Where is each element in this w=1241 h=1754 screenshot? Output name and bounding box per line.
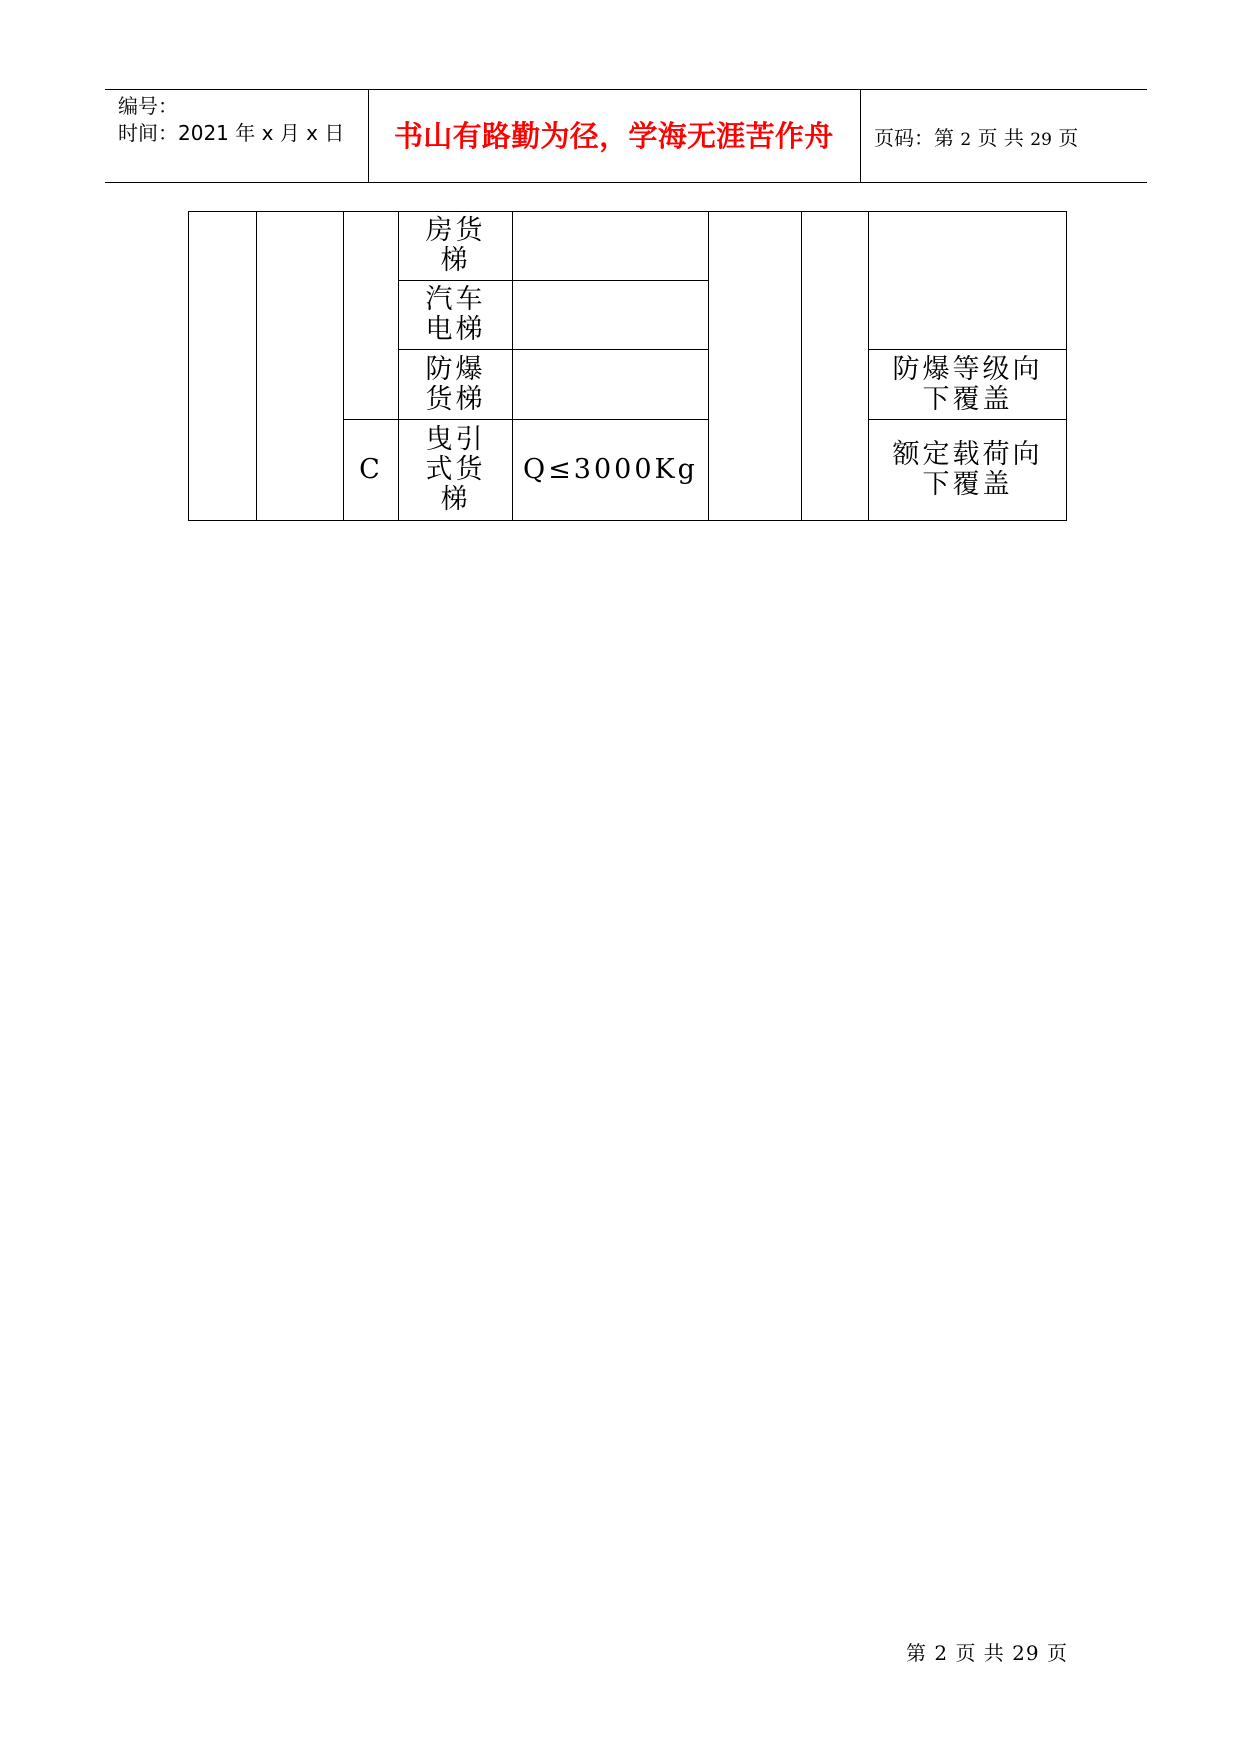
note-line: 额定载荷向 bbox=[892, 439, 1043, 470]
type-line: 电梯 bbox=[425, 314, 486, 345]
table-cell-empty bbox=[513, 350, 709, 420]
table-cell-empty bbox=[513, 281, 709, 350]
type-line: 房货 bbox=[425, 215, 486, 246]
footer-page-number: 第 2 页 共 29 页 bbox=[906, 1641, 1068, 1665]
header-number-label: 编号： bbox=[118, 94, 178, 118]
header-bottom-rule bbox=[105, 182, 1147, 183]
header-divider-right bbox=[860, 89, 861, 182]
header-time-label: 时间：2021 年 x 月 x 日 bbox=[118, 121, 345, 145]
header-page-info bbox=[874, 126, 1078, 152]
page-suffix: 页 bbox=[1051, 126, 1079, 150]
table-cell-empty bbox=[344, 212, 399, 420]
type-cell-explosion-proof bbox=[399, 350, 513, 420]
note-cell-rated-load bbox=[869, 420, 1067, 521]
note-cell-explosion-grade bbox=[869, 350, 1067, 420]
note-line: 下覆盖 bbox=[922, 469, 1013, 500]
elevator-classification-table bbox=[188, 211, 1067, 521]
note-line: 防爆等级向 bbox=[892, 353, 1043, 385]
table-cell-empty bbox=[709, 212, 802, 521]
table-cell-empty bbox=[513, 212, 709, 281]
table-cell-empty bbox=[189, 212, 257, 521]
type-cell-car-elevator bbox=[399, 281, 513, 350]
type-line: 货梯 bbox=[425, 383, 486, 415]
note-line: 下覆盖 bbox=[922, 383, 1013, 415]
table-cell-empty bbox=[802, 212, 869, 521]
table-cell-empty bbox=[257, 212, 344, 521]
table-cell-empty bbox=[869, 212, 1067, 350]
type-line: 梯 bbox=[440, 245, 471, 276]
type-line: 汽车 bbox=[425, 284, 486, 315]
page-mid: 页 共 bbox=[971, 126, 1031, 150]
type-cell-traction-freight bbox=[399, 420, 513, 521]
page-total: 29 bbox=[1030, 130, 1052, 150]
type-line: 曳引 bbox=[425, 424, 486, 455]
type-cell-house-freight bbox=[399, 212, 513, 281]
header-top-rule bbox=[105, 89, 1147, 90]
table-row bbox=[189, 212, 1067, 281]
header-divider-left bbox=[368, 89, 369, 182]
type-line: 防爆 bbox=[425, 353, 486, 385]
header-motto: 书山有路勤为径，学海无涯苦作舟 bbox=[394, 119, 834, 153]
type-line: 式货 bbox=[425, 454, 486, 485]
param-cell-load-limit: Q≤3000Kg bbox=[513, 420, 709, 521]
type-line: 梯 bbox=[440, 484, 471, 515]
page-current: 2 bbox=[960, 130, 972, 150]
code-cell: C bbox=[344, 420, 399, 521]
page-prefix: 页码：第 bbox=[874, 126, 961, 150]
